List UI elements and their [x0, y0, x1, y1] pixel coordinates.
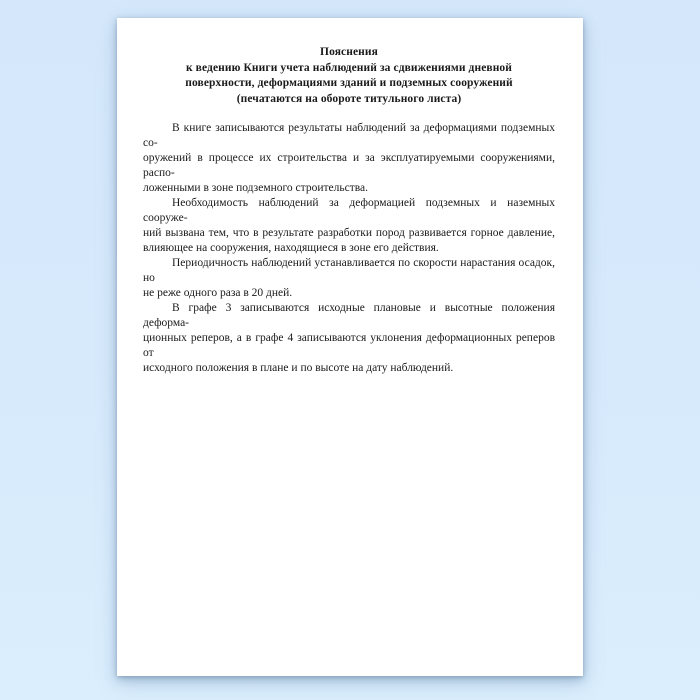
paragraph	[143, 301, 555, 376]
text-line: ний вызвана тем, что в результате разработки пород развивается горное давление,	[143, 227, 555, 239]
paragraph	[143, 256, 555, 301]
text-line: В графе 3 записываются исходные плановые и высотные положения деформа-	[143, 302, 555, 329]
text-line: оружений в процессе их строительства и за эксплуатируемыми сооружениями, распо-	[143, 152, 555, 179]
title-line: (печатаются на обороте титульного листа)	[236, 92, 462, 105]
title-line: Пояснения	[320, 46, 378, 58]
text-line: исходного положения в плане и по высоте на дату наблюдений.	[143, 362, 454, 374]
title-line: к ведению Книги учета наблюдений за сдвижениями дневной	[185, 61, 513, 74]
paragraph	[143, 121, 555, 196]
text-line: ционных реперов, а в графе 4 записываются уклонения деформационных реперов от	[143, 332, 555, 359]
title-line: поверхности, деформациями зданий и подземных сооружений	[185, 77, 513, 89]
text-line: Периодичность наблюдений устанавливается по скорости нарастания осадок, но	[143, 257, 555, 284]
text-line: не реже одного раза в 20 дней.	[143, 287, 293, 299]
text-line: влияющее на сооружения, находящиеся в зоне его действия.	[143, 242, 439, 254]
document-title	[143, 45, 555, 107]
text-line: Необходимость наблюдений за деформацией подземных и наземных сооруже-	[143, 197, 555, 224]
text-line: В книге записываются результаты наблюдений за деформациями подземных со-	[143, 122, 555, 149]
paragraph	[143, 196, 555, 256]
document-page	[117, 18, 583, 676]
document-body	[143, 121, 555, 376]
text-line: ложенными в зоне подземного строительства.	[143, 182, 368, 194]
